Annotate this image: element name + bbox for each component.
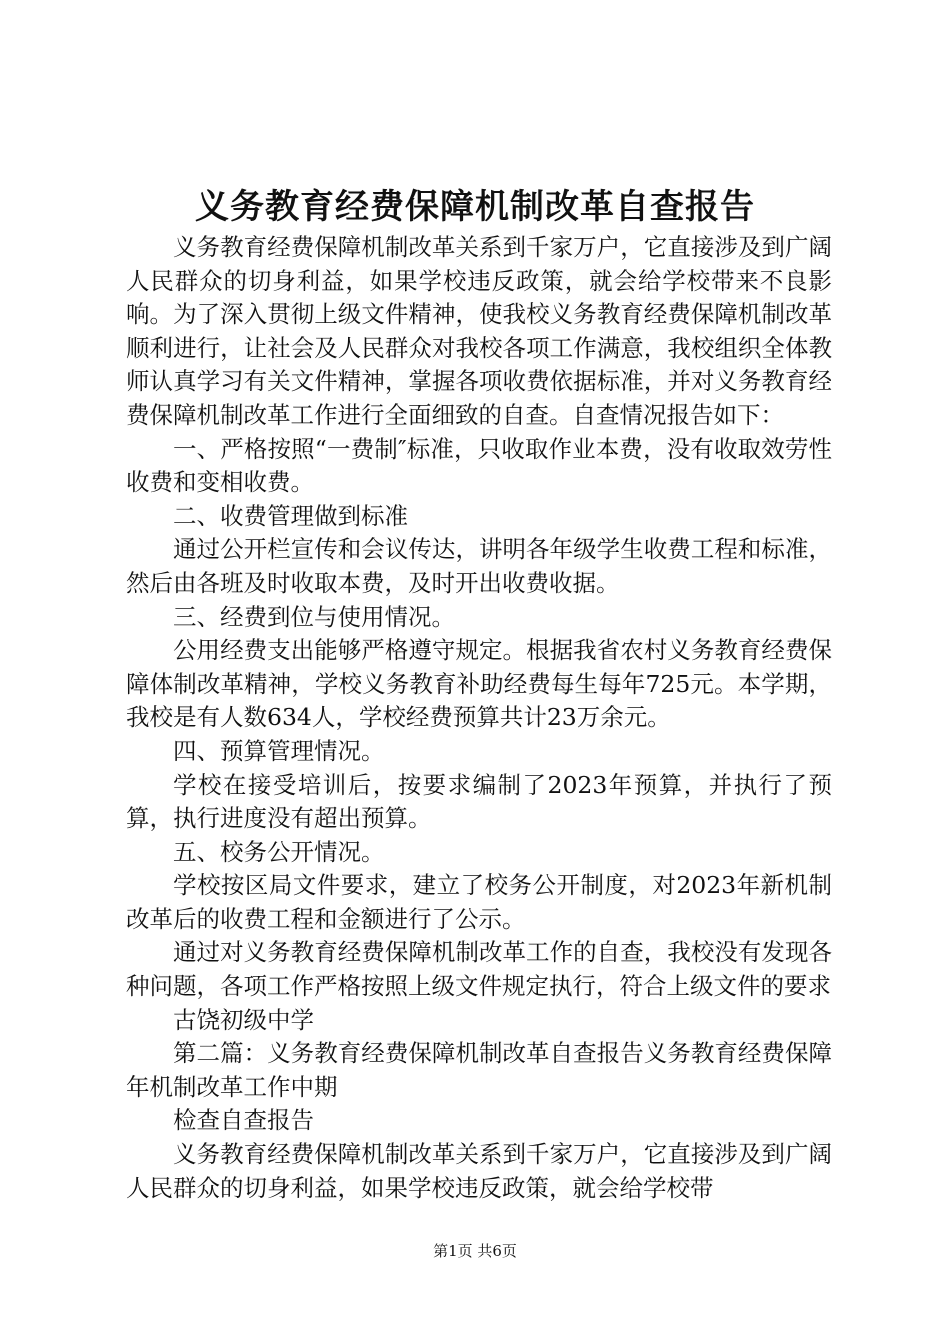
- heading-section-5: 五、校务公开情况。: [173, 837, 385, 866]
- paragraph-section-3: 公用经费支出能够严格遵守规定。根据我省农村义务教育经费保障体制改革精神，学校义务教育补助经费每生每年725元。本学期，我校是有人数634人，学校经费预算共计23万余元。: [126, 636, 832, 732]
- part-two-heading: 第二篇：义务教育经费保障机制改革自查报告义务教育经费保障年机制改革工作中期: [126, 1039, 832, 1101]
- part-two-intro: 义务教育经费保障机制改革关系到千家万户，它直接涉及到广阔人民群众的切身利益，如果学校违反政策，就会给学校带: [126, 1140, 832, 1202]
- school-signature: 古饶初级中学: [173, 1005, 314, 1034]
- heading-section-4: 四、预算管理情况。: [173, 736, 385, 765]
- paragraph-section-5: 学校按区局文件要求，建立了校务公开制度，对2023年新机制改革后的收费工程和金额进行了公示。: [126, 871, 832, 933]
- heading-section-2: 二、收费管理做到标准: [173, 501, 408, 530]
- paragraph-conclusion: 通过对义务教育经费保障机制改革工作的自查，我校没有发现各种问题，各项工作严格按照上级文件规定执行，符合上级文件的要求: [126, 938, 832, 1001]
- document-body: [126, 231, 832, 1205]
- paragraph-section-4: 学校在接受培训后，按要求编制了2023年预算，并执行了预算，执行进度没有超出预算。: [126, 770, 832, 833]
- heading-section-3: 三、经费到位与使用情况。: [173, 602, 455, 631]
- paragraph-section-1: 一、严格按照“一费制″标准，只收取作业本费，没有收取效劳性收费和变相收费。: [126, 434, 832, 497]
- part-two-subheading: 检查自查报告: [173, 1106, 314, 1135]
- document-title: 义务教育经费保障机制改革自查报告: [195, 187, 755, 227]
- paragraph-section-2: 通过公开栏宣传和会议传达，讲明各年级学生收费工程和标准，然后由各班及时收取本费，及时开出收费收据。: [126, 535, 832, 597]
- paragraph-intro: 义务教育经费保障机制改革关系到千家万户，它直接涉及到广阔人民群众的切身利益，如果学校违反政策，就会给学校带来不良影响。为了深入贯彻上级文件精神，使我校义务教育经费保障机制改革顺利进行，让社会及人民群众对我校各项工作满意，我校组织全体教师认真学习有关文件精神，掌握各项收费依据标准，并对义务教育经费保障机制改革工作进行全面细致的自查。自查情况报告如下：: [126, 233, 832, 429]
- page-number: 第1页 共6页: [433, 1242, 517, 1260]
